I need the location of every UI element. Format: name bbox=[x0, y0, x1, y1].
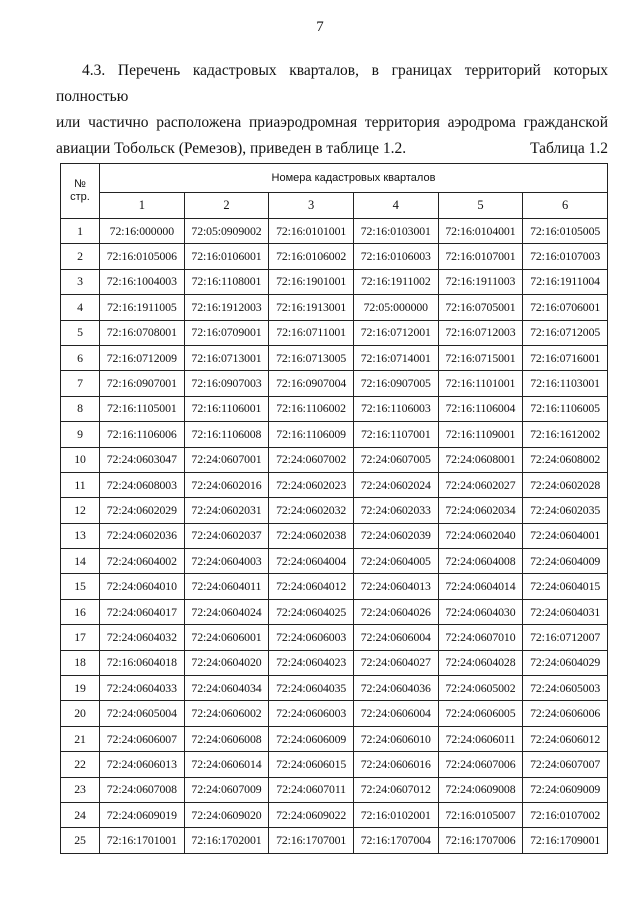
cadastral-number-cell: 72:24:0609008 bbox=[438, 777, 523, 802]
table-header-row bbox=[61, 164, 608, 193]
column-number-header: 6 bbox=[523, 193, 608, 219]
table-row bbox=[61, 701, 608, 726]
row-number-cell: 8 bbox=[61, 396, 100, 421]
intro-paragraph bbox=[56, 58, 608, 162]
cadastral-number-cell: 72:16:0604018 bbox=[100, 650, 185, 675]
cadastral-number-cell: 72:16:1912003 bbox=[184, 295, 269, 320]
cadastral-number-cell: 72:16:1701001 bbox=[100, 828, 185, 853]
cadastral-number-cell: 72:24:0607009 bbox=[184, 777, 269, 802]
cadastral-number-cell: 72:16:1911004 bbox=[523, 269, 608, 294]
cadastral-number-cell: 72:16:1108001 bbox=[184, 269, 269, 294]
table-row bbox=[61, 726, 608, 751]
table-row bbox=[61, 320, 608, 345]
table-row bbox=[61, 345, 608, 370]
cadastral-number-cell: 72:24:0604027 bbox=[353, 650, 438, 675]
row-number-cell: 23 bbox=[61, 777, 100, 802]
cadastral-number-cell: 72:24:0604029 bbox=[523, 650, 608, 675]
cadastral-number-cell: 72:24:0609020 bbox=[184, 802, 269, 827]
table-row bbox=[61, 549, 608, 574]
table-row bbox=[61, 777, 608, 802]
cadastral-number-cell: 72:24:0602033 bbox=[353, 498, 438, 523]
cadastral-number-cell: 72:16:0107003 bbox=[523, 244, 608, 269]
table-row bbox=[61, 371, 608, 396]
cadastral-quarters-table bbox=[60, 163, 608, 854]
cadastral-number-cell: 72:24:0602032 bbox=[269, 498, 354, 523]
cadastral-number-cell: 72:16:1101001 bbox=[438, 371, 523, 396]
cadastral-number-cell: 72:24:0604035 bbox=[269, 676, 354, 701]
cadastral-number-cell: 72:24:0604004 bbox=[269, 549, 354, 574]
cadastral-number-cell: 72:24:0606007 bbox=[100, 726, 185, 751]
cadastral-number-cell: 72:16:0712001 bbox=[353, 320, 438, 345]
cadastral-number-cell: 72:16:0907003 bbox=[184, 371, 269, 396]
cadastral-number-cell: 72:16:1004003 bbox=[100, 269, 185, 294]
cadastral-number-cell: 72:16:1901001 bbox=[269, 269, 354, 294]
row-number-cell: 21 bbox=[61, 726, 100, 751]
cadastral-number-cell: 72:16:1109001 bbox=[438, 422, 523, 447]
cadastral-number-cell: 72:24:0604011 bbox=[184, 574, 269, 599]
table-row bbox=[61, 676, 608, 701]
cadastral-number-cell: 72:24:0604014 bbox=[438, 574, 523, 599]
cadastral-number-cell: 72:24:0602036 bbox=[100, 523, 185, 548]
cadastral-number-cell: 72:24:0602038 bbox=[269, 523, 354, 548]
column-number-header: 2 bbox=[184, 193, 269, 219]
cadastral-number-cell: 72:16:0713005 bbox=[269, 345, 354, 370]
cadastral-number-cell: 72:24:0604003 bbox=[184, 549, 269, 574]
cadastral-number-cell: 72:24:0607011 bbox=[269, 777, 354, 802]
cadastral-number-cell: 72:16:1106009 bbox=[269, 422, 354, 447]
cadastral-number-cell: 72:24:0604013 bbox=[353, 574, 438, 599]
cadastral-number-cell: 72:24:0607012 bbox=[353, 777, 438, 802]
table-row bbox=[61, 625, 608, 650]
table-caption: Таблица 1.2 bbox=[530, 140, 608, 157]
table-row bbox=[61, 219, 608, 244]
row-number-cell: 2 bbox=[61, 244, 100, 269]
cadastral-number-cell: 72:16:0107002 bbox=[523, 802, 608, 827]
cadastral-number-cell: 72:24:0608001 bbox=[438, 447, 523, 472]
row-number-cell: 4 bbox=[61, 295, 100, 320]
cadastral-number-cell: 72:16:1707006 bbox=[438, 828, 523, 853]
cadastral-number-cell: 72:16:0105006 bbox=[100, 244, 185, 269]
cadastral-number-cell: 72:05:000000 bbox=[353, 295, 438, 320]
cadastral-number-cell: 72:16:0716001 bbox=[523, 345, 608, 370]
cadastral-number-cell: 72:24:0606015 bbox=[269, 752, 354, 777]
cadastral-number-cell: 72:24:0604028 bbox=[438, 650, 523, 675]
cadastral-number-cell: 72:24:0603047 bbox=[100, 447, 185, 472]
cadastral-number-cell: 72:16:1103001 bbox=[523, 371, 608, 396]
cadastral-number-cell: 72:24:0606004 bbox=[353, 625, 438, 650]
cadastral-number-cell: 72:24:0604026 bbox=[353, 599, 438, 624]
cadastral-number-cell: 72:24:0606005 bbox=[438, 701, 523, 726]
cadastral-number-cell: 72:16:0907005 bbox=[353, 371, 438, 396]
cadastral-number-cell: 72:16:0105005 bbox=[523, 219, 608, 244]
cadastral-number-cell: 72:16:000000 bbox=[100, 219, 185, 244]
cadastral-number-cell: 72:24:0602037 bbox=[184, 523, 269, 548]
cadastral-number-cell: 72:16:0106001 bbox=[184, 244, 269, 269]
cadastral-number-cell: 72:16:1702001 bbox=[184, 828, 269, 853]
row-number-cell: 3 bbox=[61, 269, 100, 294]
row-number-cell: 15 bbox=[61, 574, 100, 599]
table-row bbox=[61, 472, 608, 497]
row-number-cell: 19 bbox=[61, 676, 100, 701]
cadastral-number-cell: 72:24:0602040 bbox=[438, 523, 523, 548]
cadastral-number-cell: 72:24:0606008 bbox=[184, 726, 269, 751]
cadastral-number-cell: 72:24:0608003 bbox=[100, 472, 185, 497]
row-number-cell: 11 bbox=[61, 472, 100, 497]
cadastral-number-cell: 72:16:0706001 bbox=[523, 295, 608, 320]
column-number-row bbox=[61, 193, 608, 219]
table-row bbox=[61, 599, 608, 624]
cadastral-number-cell: 72:16:0103001 bbox=[353, 219, 438, 244]
cadastral-number-cell: 72:24:0606003 bbox=[269, 701, 354, 726]
cadastral-number-cell: 72:24:0604008 bbox=[438, 549, 523, 574]
row-number-cell: 13 bbox=[61, 523, 100, 548]
cadastral-number-cell: 72:24:0607001 bbox=[184, 447, 269, 472]
cadastral-number-cell: 72:24:0604017 bbox=[100, 599, 185, 624]
intro-line: 4.3. Перечень кадастровых кварталов, в границах территорий которых полностью bbox=[56, 62, 608, 105]
cadastral-number-cell: 72:24:0604032 bbox=[100, 625, 185, 650]
cadastral-number-cell: 72:24:0602029 bbox=[100, 498, 185, 523]
cadastral-number-cell: 72:24:0606013 bbox=[100, 752, 185, 777]
row-number-cell: 9 bbox=[61, 422, 100, 447]
row-number-cell: 10 bbox=[61, 447, 100, 472]
cadastral-number-cell: 72:24:0607010 bbox=[438, 625, 523, 650]
cadastral-number-cell: 72:24:0602034 bbox=[438, 498, 523, 523]
row-number-header: № стр. bbox=[61, 164, 100, 219]
cadastral-number-cell: 72:16:1612002 bbox=[523, 422, 608, 447]
cadastral-number-cell: 72:24:0602027 bbox=[438, 472, 523, 497]
cadastral-number-cell: 72:16:0106003 bbox=[353, 244, 438, 269]
cadastral-number-cell: 72:16:0712007 bbox=[523, 625, 608, 650]
group-header: Номера кадастровых кварталов bbox=[100, 164, 608, 193]
table-row bbox=[61, 396, 608, 421]
cadastral-number-cell: 72:24:0604024 bbox=[184, 599, 269, 624]
row-number-cell: 1 bbox=[61, 219, 100, 244]
cadastral-number-cell: 72:24:0605002 bbox=[438, 676, 523, 701]
cadastral-number-cell: 72:24:0604020 bbox=[184, 650, 269, 675]
table-row bbox=[61, 422, 608, 447]
cadastral-number-cell: 72:16:0104001 bbox=[438, 219, 523, 244]
table-row bbox=[61, 244, 608, 269]
cadastral-number-cell: 72:24:0604002 bbox=[100, 549, 185, 574]
table-row bbox=[61, 802, 608, 827]
cadastral-number-cell: 72:24:0609009 bbox=[523, 777, 608, 802]
cadastral-number-cell: 72:24:0606011 bbox=[438, 726, 523, 751]
table-row bbox=[61, 752, 608, 777]
cadastral-number-cell: 72:16:1106003 bbox=[353, 396, 438, 421]
cadastral-number-cell: 72:24:0602028 bbox=[523, 472, 608, 497]
cadastral-number-cell: 72:24:0605004 bbox=[100, 701, 185, 726]
cadastral-number-cell: 72:24:0604030 bbox=[438, 599, 523, 624]
cadastral-number-cell: 72:16:1911003 bbox=[438, 269, 523, 294]
cadastral-number-cell: 72:24:0602024 bbox=[353, 472, 438, 497]
cadastral-number-cell: 72:16:1707001 bbox=[269, 828, 354, 853]
cadastral-number-cell: 72:16:0709001 bbox=[184, 320, 269, 345]
cadastral-number-cell: 72:16:0714001 bbox=[353, 345, 438, 370]
cadastral-number-cell: 72:24:0609019 bbox=[100, 802, 185, 827]
cadastral-number-cell: 72:24:0604010 bbox=[100, 574, 185, 599]
cadastral-number-cell: 72:24:0607006 bbox=[438, 752, 523, 777]
cadastral-number-cell: 72:16:0705001 bbox=[438, 295, 523, 320]
cadastral-number-cell: 72:16:1911005 bbox=[100, 295, 185, 320]
cadastral-number-cell: 72:16:1707004 bbox=[353, 828, 438, 853]
table-row bbox=[61, 828, 608, 853]
cadastral-number-cell: 72:24:0606016 bbox=[353, 752, 438, 777]
cadastral-number-cell: 72:24:0604033 bbox=[100, 676, 185, 701]
cadastral-number-cell: 72:16:0907001 bbox=[100, 371, 185, 396]
row-number-cell: 12 bbox=[61, 498, 100, 523]
table-row bbox=[61, 650, 608, 675]
cadastral-number-cell: 72:24:0604023 bbox=[269, 650, 354, 675]
cadastral-number-cell: 72:24:0602016 bbox=[184, 472, 269, 497]
cadastral-number-cell: 72:24:0606006 bbox=[523, 701, 608, 726]
cadastral-number-cell: 72:24:0606001 bbox=[184, 625, 269, 650]
row-number-cell: 17 bbox=[61, 625, 100, 650]
cadastral-number-cell: 72:16:1106001 bbox=[184, 396, 269, 421]
cadastral-number-cell: 72:24:0606004 bbox=[353, 701, 438, 726]
column-number-header: 4 bbox=[353, 193, 438, 219]
cadastral-number-cell: 72:16:0711001 bbox=[269, 320, 354, 345]
cadastral-number-cell: 72:24:0602035 bbox=[523, 498, 608, 523]
table-row bbox=[61, 269, 608, 294]
intro-line: или частично расположена приаэродромная территория аэродрома гражданской bbox=[56, 114, 608, 131]
cadastral-number-cell: 72:24:0604036 bbox=[353, 676, 438, 701]
cadastral-number-cell: 72:16:1913001 bbox=[269, 295, 354, 320]
table-row bbox=[61, 295, 608, 320]
cadastral-number-cell: 72:24:0605003 bbox=[523, 676, 608, 701]
cadastral-number-cell: 72:24:0606009 bbox=[269, 726, 354, 751]
cadastral-number-cell: 72:24:0604031 bbox=[523, 599, 608, 624]
cadastral-number-cell: 72:16:0106002 bbox=[269, 244, 354, 269]
row-number-cell: 14 bbox=[61, 549, 100, 574]
row-number-cell: 22 bbox=[61, 752, 100, 777]
cadastral-number-cell: 72:16:0712009 bbox=[100, 345, 185, 370]
row-number-cell: 7 bbox=[61, 371, 100, 396]
row-number-cell: 25 bbox=[61, 828, 100, 853]
cadastral-number-cell: 72:24:0604015 bbox=[523, 574, 608, 599]
cadastral-number-cell: 72:05:0909002 bbox=[184, 219, 269, 244]
cadastral-number-cell: 72:24:0602023 bbox=[269, 472, 354, 497]
table-row bbox=[61, 574, 608, 599]
column-number-header: 5 bbox=[438, 193, 523, 219]
column-number-header: 3 bbox=[269, 193, 354, 219]
cadastral-number-cell: 72:16:1106008 bbox=[184, 422, 269, 447]
page-number: 7 bbox=[316, 19, 324, 35]
row-number-cell: 16 bbox=[61, 599, 100, 624]
table-row bbox=[61, 498, 608, 523]
cadastral-number-cell: 72:24:0606003 bbox=[269, 625, 354, 650]
row-number-cell: 24 bbox=[61, 802, 100, 827]
cadastral-number-cell: 72:16:0715001 bbox=[438, 345, 523, 370]
cadastral-number-cell: 72:24:0602039 bbox=[353, 523, 438, 548]
cadastral-number-cell: 72:24:0604009 bbox=[523, 549, 608, 574]
cadastral-number-cell: 72:16:1106002 bbox=[269, 396, 354, 421]
cadastral-number-cell: 72:16:0102001 bbox=[353, 802, 438, 827]
cadastral-number-cell: 72:24:0608002 bbox=[523, 447, 608, 472]
table-row bbox=[61, 523, 608, 548]
cadastral-number-cell: 72:24:0606010 bbox=[353, 726, 438, 751]
cadastral-number-cell: 72:24:0607005 bbox=[353, 447, 438, 472]
cadastral-number-cell: 72:16:0907004 bbox=[269, 371, 354, 396]
table-row bbox=[61, 447, 608, 472]
cadastral-number-cell: 72:16:1105001 bbox=[100, 396, 185, 421]
cadastral-number-cell: 72:24:0609022 bbox=[269, 802, 354, 827]
cadastral-number-cell: 72:24:0604001 bbox=[523, 523, 608, 548]
cadastral-number-cell: 72:16:1709001 bbox=[523, 828, 608, 853]
cadastral-number-cell: 72:24:0607007 bbox=[523, 752, 608, 777]
cadastral-number-cell: 72:16:0712003 bbox=[438, 320, 523, 345]
cadastral-number-cell: 72:16:0101001 bbox=[269, 219, 354, 244]
row-number-cell: 20 bbox=[61, 701, 100, 726]
cadastral-number-cell: 72:16:0708001 bbox=[100, 320, 185, 345]
cadastral-number-cell: 72:24:0606014 bbox=[184, 752, 269, 777]
cadastral-number-cell: 72:24:0604005 bbox=[353, 549, 438, 574]
cadastral-number-cell: 72:16:1106005 bbox=[523, 396, 608, 421]
cadastral-number-cell: 72:24:0604025 bbox=[269, 599, 354, 624]
cadastral-number-cell: 72:24:0604034 bbox=[184, 676, 269, 701]
row-number-cell: 6 bbox=[61, 345, 100, 370]
cadastral-number-cell: 72:24:0604012 bbox=[269, 574, 354, 599]
cadastral-number-cell: 72:16:1106006 bbox=[100, 422, 185, 447]
cadastral-number-cell: 72:24:0602031 bbox=[184, 498, 269, 523]
intro-line: авиации Тобольск (Ремезов), приведен в таблице 1.2. bbox=[56, 140, 407, 157]
table-body bbox=[61, 219, 608, 854]
row-number-cell: 18 bbox=[61, 650, 100, 675]
cadastral-number-cell: 72:16:0107001 bbox=[438, 244, 523, 269]
cadastral-number-cell: 72:16:1911002 bbox=[353, 269, 438, 294]
cadastral-number-cell: 72:16:1107001 bbox=[353, 422, 438, 447]
cadastral-number-cell: 72:16:0713001 bbox=[184, 345, 269, 370]
cadastral-number-cell: 72:24:0607002 bbox=[269, 447, 354, 472]
column-number-header: 1 bbox=[100, 193, 185, 219]
cadastral-number-cell: 72:24:0606002 bbox=[184, 701, 269, 726]
cadastral-number-cell: 72:16:0712005 bbox=[523, 320, 608, 345]
cadastral-number-cell: 72:16:1106004 bbox=[438, 396, 523, 421]
cadastral-number-cell: 72:16:0105007 bbox=[438, 802, 523, 827]
row-number-cell: 5 bbox=[61, 320, 100, 345]
cadastral-number-cell: 72:24:0606012 bbox=[523, 726, 608, 751]
cadastral-number-cell: 72:24:0607008 bbox=[100, 777, 185, 802]
